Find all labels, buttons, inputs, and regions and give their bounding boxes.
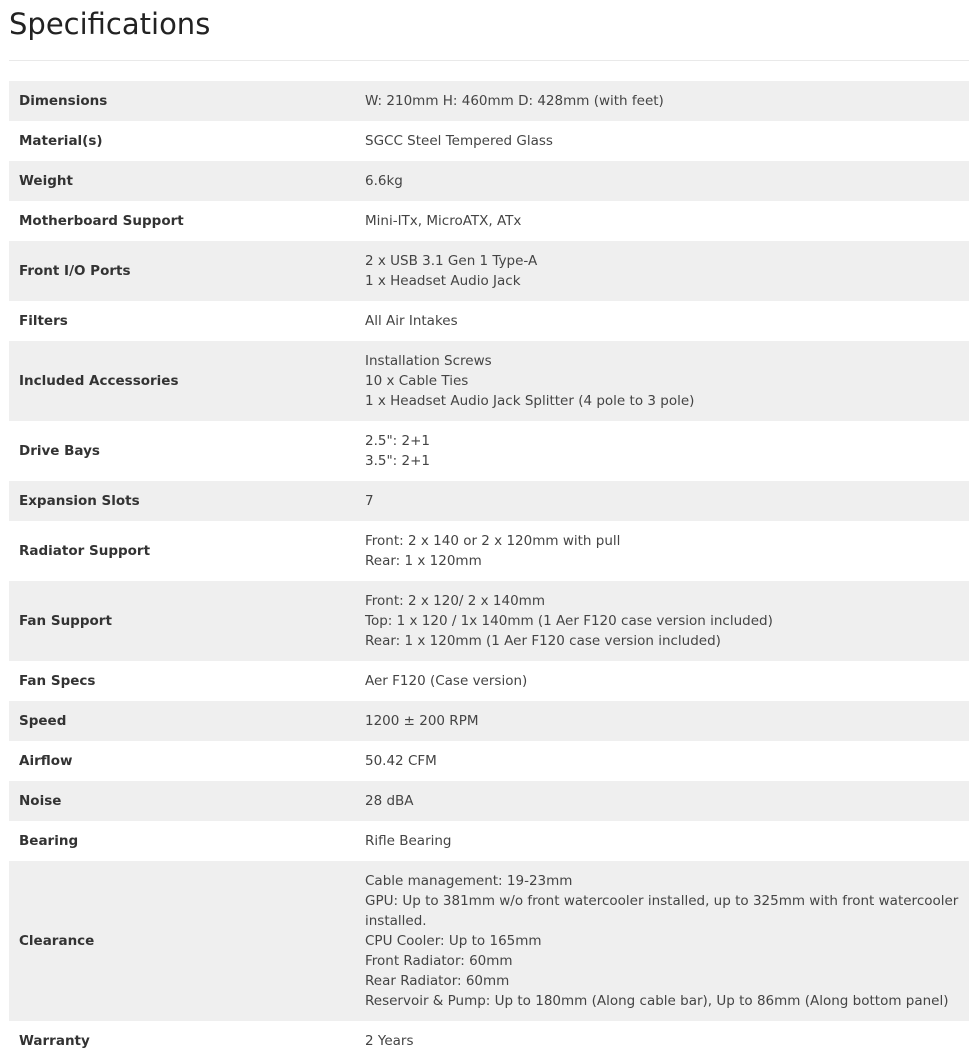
spec-value: [355, 701, 969, 741]
spec-label: Noise: [9, 781, 355, 821]
spec-row: [9, 241, 969, 301]
spec-value-line: Rifle Bearing: [365, 833, 452, 849]
spec-value-line: 28 dBA: [365, 793, 414, 809]
spec-row: [9, 701, 969, 741]
spec-row: [9, 861, 969, 1021]
spec-row: [9, 821, 969, 861]
spec-row: [9, 301, 969, 341]
spec-value-line: Rear: 1 x 120mm: [365, 553, 482, 569]
spec-label: Warranty: [9, 1021, 355, 1061]
spec-value: [355, 161, 969, 201]
spec-value-line: Mini-ITx, MicroATX, ATx: [365, 213, 522, 229]
spec-value-line: Cable management: 19-23mm: [365, 873, 573, 889]
spec-value: [355, 861, 969, 1021]
spec-label: Speed: [9, 701, 355, 741]
spec-value: [355, 741, 969, 781]
spec-value-line: 2 Years: [365, 1033, 414, 1049]
spec-label: Weight: [9, 161, 355, 201]
spec-label: Motherboard Support: [9, 201, 355, 241]
spec-row: [9, 81, 969, 121]
spec-row: [9, 121, 969, 161]
spec-label: Fan Specs: [9, 661, 355, 701]
spec-row: [9, 521, 969, 581]
spec-value: [355, 521, 969, 581]
spec-value: [355, 201, 969, 241]
spec-value-line: 10 x Cable Ties: [365, 373, 469, 389]
spec-value-line: 2.5": 2+1: [365, 433, 431, 449]
spec-value-line: 50.42 CFM: [365, 753, 437, 769]
spec-value-line: Reservoir & Pump: Up to 180mm (Along cable bar), Up to 86mm (Along bottom panel): [365, 993, 949, 1009]
spec-label: Fan Support: [9, 581, 355, 661]
spec-label: Filters: [9, 301, 355, 341]
spec-row: [9, 481, 969, 521]
spec-value: [355, 341, 969, 421]
spec-label: Dimensions: [9, 81, 355, 121]
spec-value-line: Front: 2 x 140 or 2 x 120mm with pull: [365, 533, 621, 549]
spec-value-line: Aer F120 (Case version): [365, 673, 528, 689]
spec-row: [9, 341, 969, 421]
spec-row: [9, 781, 969, 821]
spec-value-line: Front: 2 x 120/ 2 x 140mm: [365, 593, 545, 609]
spec-label: Expansion Slots: [9, 481, 355, 521]
spec-row: [9, 161, 969, 201]
spec-label: Airflow: [9, 741, 355, 781]
spec-value-line: 7: [365, 493, 374, 509]
spec-value-line: W: 210mm H: 460mm D: 428mm (with feet): [365, 93, 664, 109]
spec-row: [9, 581, 969, 661]
spec-label: Drive Bays: [9, 421, 355, 481]
spec-row: [9, 201, 969, 241]
spec-value-line: 1200 ± 200 RPM: [365, 713, 479, 729]
spec-value: [355, 481, 969, 521]
spec-table: [9, 81, 969, 1061]
spec-value: [355, 781, 969, 821]
spec-value-line: Front Radiator: 60mm: [365, 953, 513, 969]
spec-label: Front I/O Ports: [9, 241, 355, 301]
spec-row: [9, 741, 969, 781]
spec-value: [355, 301, 969, 341]
title-divider: [9, 60, 969, 61]
spec-value-line: Rear: 1 x 120mm (1 Aer F120 case version included): [365, 633, 721, 649]
spec-value-line: 1 x Headset Audio Jack: [365, 273, 521, 289]
spec-row: [9, 1021, 969, 1061]
page-title: Specifications: [9, 7, 211, 41]
spec-value-line: CPU Cooler: Up to 165mm: [365, 933, 542, 949]
spec-value: [355, 581, 969, 661]
spec-value-line: SGCC Steel Tempered Glass: [365, 133, 553, 149]
spec-row: [9, 421, 969, 481]
spec-value-line: Top: 1 x 120 / 1x 140mm (1 Aer F120 case version included): [365, 613, 773, 629]
spec-label: Radiator Support: [9, 521, 355, 581]
spec-label: Material(s): [9, 121, 355, 161]
spec-row: [9, 661, 969, 701]
spec-value: [355, 81, 969, 121]
spec-label: Clearance: [9, 861, 355, 1021]
spec-value: [355, 241, 969, 301]
spec-value-line: 1 x Headset Audio Jack Splitter (4 pole to 3 pole): [365, 393, 695, 409]
spec-value-line: 6.6kg: [365, 173, 403, 189]
spec-value: [355, 421, 969, 481]
spec-value: [355, 121, 969, 161]
spec-value-line: Installation Screws: [365, 353, 492, 369]
spec-value-line: Rear Radiator: 60mm: [365, 973, 510, 989]
spec-value-line: GPU: Up to 381mm w/o front watercooler installed, up to 325mm with front watercooler installed.: [365, 893, 959, 929]
spec-label: Included Accessories: [9, 341, 355, 421]
spec-value-line: 3.5": 2+1: [365, 453, 431, 469]
spec-label: Bearing: [9, 821, 355, 861]
spec-value: [355, 821, 969, 861]
spec-value: [355, 1021, 969, 1061]
spec-value-line: 2 x USB 3.1 Gen 1 Type-A: [365, 253, 538, 269]
spec-table-body: [9, 81, 969, 1061]
spec-value-line: All Air Intakes: [365, 313, 458, 329]
spec-value: [355, 661, 969, 701]
